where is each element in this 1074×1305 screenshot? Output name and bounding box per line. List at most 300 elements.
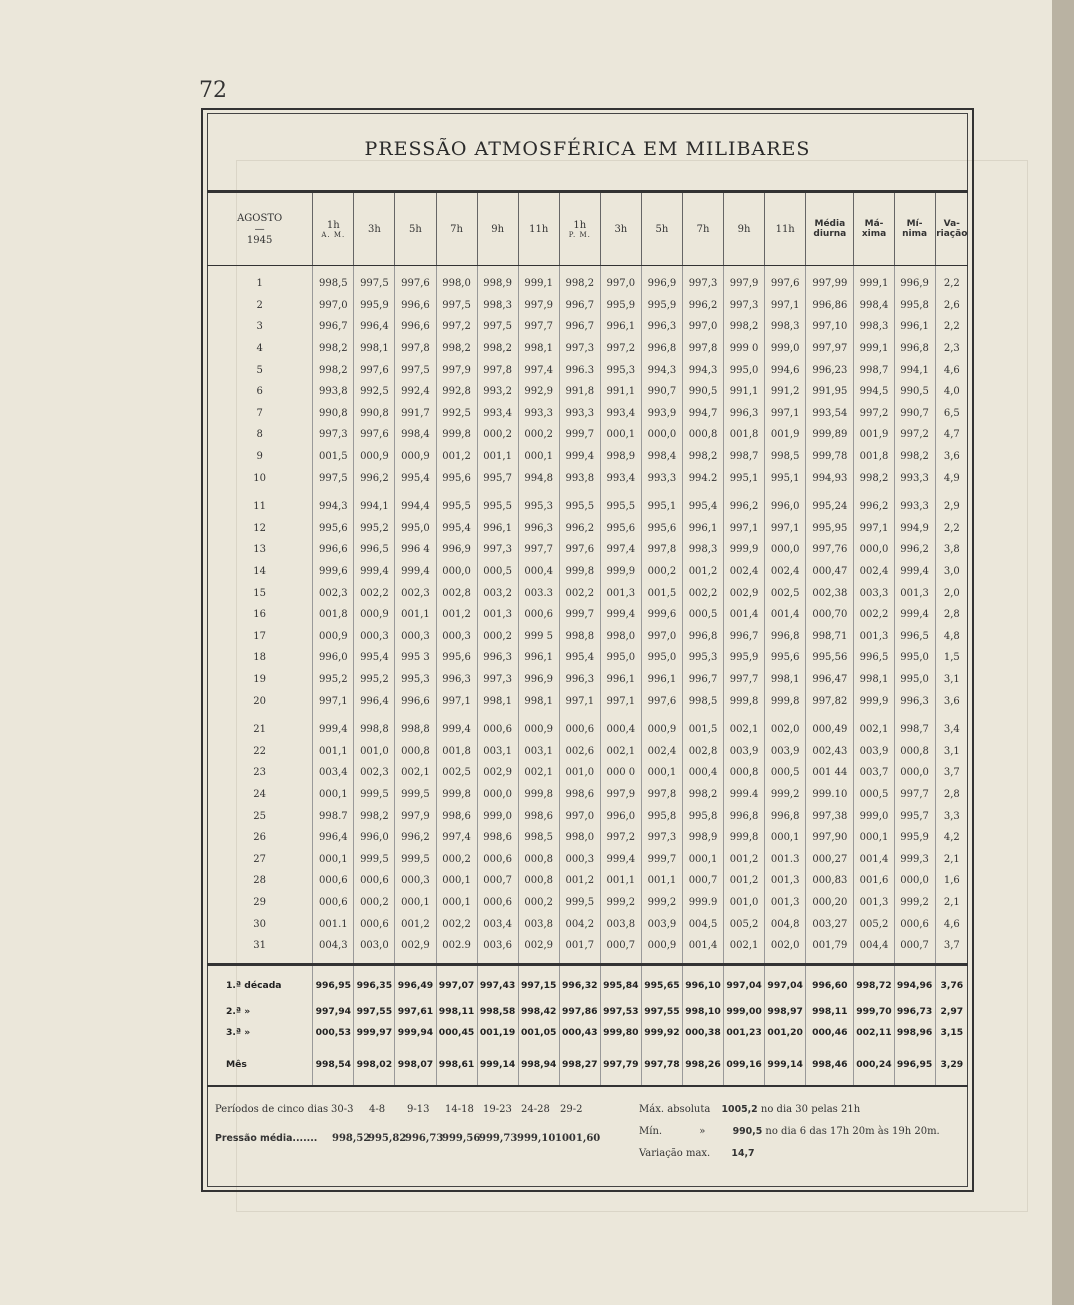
value-cell: 990,8 <box>354 403 395 425</box>
spacer-cell <box>313 266 354 274</box>
hour-header <box>354 193 395 266</box>
value-cell: 002,5 <box>765 582 806 604</box>
hour-label: 5h <box>409 223 422 235</box>
day-cell: 20 <box>253 695 266 707</box>
value-cell: 003,9 <box>724 740 765 762</box>
value-cell: 996,3 <box>559 669 600 691</box>
value-cell: 992,4 <box>395 381 436 403</box>
value-cell: 999,2 <box>641 892 682 914</box>
value-cell: 997,9 <box>724 273 765 295</box>
day-cell: 27 <box>253 853 266 865</box>
value-cell: 003.3 <box>518 582 559 604</box>
value-cell: 2,0 <box>935 582 968 604</box>
table-title: PRESSÃO ATMOSFÉRICA EM MILIBARES <box>364 138 811 160</box>
summary-row <box>207 1001 968 1022</box>
value-cell: 996,0 <box>765 496 806 518</box>
value-cell: 005,2 <box>854 913 894 935</box>
value-cell: 998,1 <box>518 338 559 360</box>
table-row <box>207 446 968 468</box>
hour-label: 11h <box>775 223 795 235</box>
value-cell: 999,8 <box>436 784 477 806</box>
value-cell: 001,1 <box>600 870 641 892</box>
value-cell: 990,8 <box>313 403 354 425</box>
hour-header <box>641 193 682 266</box>
value-cell: 3,6 <box>935 446 968 468</box>
stat-label-line2: xima <box>861 229 887 239</box>
spacer-cell <box>854 489 894 496</box>
value-cell: 995,1 <box>724 467 765 489</box>
value-cell: 997,2 <box>436 316 477 338</box>
value-cell: 996,6 <box>313 539 354 561</box>
value-cell: 2,1 <box>935 848 968 870</box>
value-cell: 996,3 <box>894 690 935 712</box>
value-cell: 997,6 <box>641 690 682 712</box>
value-cell: 997,6 <box>765 273 806 295</box>
min-label: Mín. <box>639 1126 663 1137</box>
value-cell: 4,2 <box>935 827 968 849</box>
stat-label-line1: Má- <box>864 219 884 229</box>
stat-label-line2: nima <box>902 229 928 239</box>
value-cell: 2,8 <box>935 604 968 626</box>
value-cell: 998,7 <box>724 446 765 468</box>
value-cell: 999,0 <box>765 338 806 360</box>
summary-cell: 998,11 <box>436 1001 477 1022</box>
stat-header <box>935 193 968 266</box>
value-cell: 002,9 <box>724 582 765 604</box>
value-cell: 998,8 <box>559 626 600 648</box>
value-cell: 998,1 <box>765 669 806 691</box>
value-cell: 001,0 <box>354 740 395 762</box>
summary-cell: 999,14 <box>765 1043 806 1086</box>
spacer-cell <box>682 266 723 274</box>
value-cell: 000,1 <box>682 848 723 870</box>
value-cell: 997,1 <box>765 403 806 425</box>
value-cell: 996,3 <box>518 518 559 540</box>
spacer-cell <box>806 712 854 719</box>
value-cell: 995,0 <box>894 669 935 691</box>
summary-cell: 997,07 <box>436 965 477 1002</box>
summary-cell: 997,04 <box>724 965 765 1002</box>
period-label: 14-18 <box>445 1104 474 1115</box>
value-cell: 000,4 <box>682 762 723 784</box>
value-cell: 997,3 <box>724 295 765 317</box>
value-cell: 997,8 <box>682 338 723 360</box>
value-cell: 3,0 <box>935 561 968 583</box>
value-cell: 997,1 <box>436 690 477 712</box>
value-cell: 999,4 <box>894 561 935 583</box>
value-cell: 993,8 <box>313 381 354 403</box>
value-cell: 001,0 <box>559 762 600 784</box>
spacer-cell <box>600 712 641 719</box>
value-cell: 992,8 <box>436 381 477 403</box>
value-cell: 993,8 <box>559 467 600 489</box>
value-cell: 001,79 <box>806 935 854 957</box>
value-cell: 993,2 <box>477 381 518 403</box>
value-cell: 995,0 <box>724 359 765 381</box>
value-cell: 995,9 <box>354 295 395 317</box>
value-cell: 995,9 <box>600 295 641 317</box>
value-cell: 998,2 <box>354 805 395 827</box>
value-cell: 995,2 <box>354 669 395 691</box>
value-cell: 997,38 <box>806 805 854 827</box>
value-cell: 996,0 <box>313 647 354 669</box>
value-cell: 000,2 <box>354 892 395 914</box>
value-cell: 000,3 <box>559 848 600 870</box>
value-cell: 994,3 <box>641 359 682 381</box>
value-cell: 000,9 <box>313 626 354 648</box>
value-cell: 000,1 <box>641 762 682 784</box>
value-cell: 992,5 <box>354 381 395 403</box>
period-label: 9-13 <box>407 1104 430 1115</box>
value-cell: 996,3 <box>436 669 477 691</box>
value-cell: 994,3 <box>682 359 723 381</box>
value-cell: 2,2 <box>935 316 968 338</box>
value-cell: 996,2 <box>395 827 436 849</box>
spacer-cell <box>559 712 600 719</box>
value-cell: 996,2 <box>682 295 723 317</box>
hour-header <box>436 193 477 266</box>
value-cell: 999,5 <box>354 784 395 806</box>
value-cell: 001,8 <box>313 604 354 626</box>
value-cell: 001,3 <box>477 604 518 626</box>
value-cell: 995,8 <box>641 805 682 827</box>
value-cell: 995,4 <box>559 647 600 669</box>
spacer-cell <box>682 712 723 719</box>
value-cell: 998,6 <box>477 827 518 849</box>
value-cell: 995,9 <box>894 827 935 849</box>
value-cell: 999,8 <box>724 690 765 712</box>
value-cell: 997,2 <box>600 827 641 849</box>
table-row <box>207 870 968 892</box>
spacer-cell <box>354 489 395 496</box>
value-cell: 000,6 <box>354 870 395 892</box>
value-cell: 002,1 <box>854 719 894 741</box>
value-cell: 996,9 <box>641 273 682 295</box>
spacer-cell <box>436 489 477 496</box>
value-cell: 999,8 <box>518 784 559 806</box>
value-cell: 997,8 <box>395 338 436 360</box>
hour-header <box>518 193 559 266</box>
summary-cell: 997,78 <box>641 1043 682 1086</box>
value-cell: 2,6 <box>935 295 968 317</box>
hour-header <box>313 193 354 266</box>
value-cell: 997,8 <box>641 784 682 806</box>
spacer-row <box>207 266 968 274</box>
value-cell: 999,8 <box>436 424 477 446</box>
value-cell: 003,6 <box>477 935 518 957</box>
summary-cell: 001,05 <box>518 1022 559 1043</box>
summary-cell: 996,10 <box>682 965 723 1002</box>
spacer-cell <box>935 266 968 274</box>
value-cell: 999,5 <box>354 848 395 870</box>
table-row <box>207 582 968 604</box>
value-cell: 997,1 <box>765 518 806 540</box>
spacer-cell <box>395 712 436 719</box>
value-cell: 997,5 <box>354 273 395 295</box>
value-cell: 000,0 <box>477 784 518 806</box>
variation-label: Variação max. <box>639 1148 711 1159</box>
day-cell: 1 <box>256 278 263 290</box>
value-cell: 000,49 <box>806 719 854 741</box>
value-cell: 998,7 <box>854 359 894 381</box>
period-label: 4-8 <box>369 1104 386 1115</box>
stat-label-line1: Va- <box>943 219 960 229</box>
value-cell: 993,3 <box>641 467 682 489</box>
value-cell: 997,3 <box>682 273 723 295</box>
spacer-cell <box>894 956 935 965</box>
max-label: Máx. absoluta <box>639 1104 711 1115</box>
value-cell: 002,0 <box>765 719 806 741</box>
value-cell: 999,6 <box>641 604 682 626</box>
value-cell: 998,3 <box>682 539 723 561</box>
value-cell: 004,5 <box>682 913 723 935</box>
value-cell: 001.1 <box>313 913 354 935</box>
stat-header <box>894 193 935 266</box>
summary-cell: 3,29 <box>935 1043 968 1086</box>
value-cell: 995,4 <box>354 647 395 669</box>
period-label: 29-2 <box>560 1104 583 1115</box>
value-cell: 995,56 <box>806 647 854 669</box>
spacer-cell <box>765 266 806 274</box>
min-ditto: » <box>699 1126 706 1137</box>
table-row <box>207 518 968 540</box>
mean-label <box>215 1133 317 1144</box>
value-cell: 995,1 <box>765 467 806 489</box>
table-row <box>207 690 968 712</box>
value-cell: 998,2 <box>682 446 723 468</box>
spacer-cell <box>641 956 682 965</box>
value-cell: 002,1 <box>724 719 765 741</box>
value-cell: 003,8 <box>600 913 641 935</box>
value-cell: 000,6 <box>518 604 559 626</box>
value-cell: 000,6 <box>354 913 395 935</box>
value-cell: 991,2 <box>765 381 806 403</box>
value-cell: 995,9 <box>641 295 682 317</box>
day-cell: 17 <box>253 630 266 642</box>
spacer-cell <box>641 489 682 496</box>
value-cell: 996,5 <box>894 626 935 648</box>
value-cell: 997,3 <box>477 669 518 691</box>
value-cell: 995,6 <box>765 647 806 669</box>
value-cell: 990,7 <box>894 403 935 425</box>
spacer-cell <box>894 266 935 274</box>
value-cell: 998,1 <box>477 690 518 712</box>
value-cell: 001,4 <box>854 848 894 870</box>
value-cell: 999,78 <box>806 446 854 468</box>
value-cell: 002,4 <box>765 561 806 583</box>
value-cell: 997,9 <box>436 359 477 381</box>
spacer-row <box>207 489 968 496</box>
value-cell: 999,5 <box>395 848 436 870</box>
value-cell: 000,9 <box>354 446 395 468</box>
value-cell: 996,8 <box>765 626 806 648</box>
table-row <box>207 892 968 914</box>
value-cell: 996.3 <box>559 359 600 381</box>
spacer-cell <box>765 956 806 965</box>
value-cell: 993,3 <box>559 403 600 425</box>
value-cell: 996,2 <box>724 496 765 518</box>
value-cell: 000,83 <box>806 870 854 892</box>
summary-cell: 3,76 <box>935 965 968 1002</box>
value-cell: 996,86 <box>806 295 854 317</box>
value-cell: 993,3 <box>518 403 559 425</box>
value-cell: 996,1 <box>600 669 641 691</box>
value-cell: 997,0 <box>641 626 682 648</box>
table-row <box>207 381 968 403</box>
value-cell: 000,47 <box>806 561 854 583</box>
value-cell: 998,5 <box>682 690 723 712</box>
summary-cell: 997,55 <box>354 1001 395 1022</box>
max-line <box>639 1104 860 1115</box>
summary-cell: 998,94 <box>518 1043 559 1086</box>
value-cell: 997,1 <box>313 690 354 712</box>
value-cell: 993,3 <box>894 467 935 489</box>
summary-cell: 999,92 <box>641 1022 682 1043</box>
value-cell: 998,3 <box>854 316 894 338</box>
summary-cell: 999,94 <box>395 1022 436 1043</box>
value-cell: 001,5 <box>682 719 723 741</box>
value-cell: 996,4 <box>354 690 395 712</box>
spacer-cell <box>395 956 436 965</box>
value-cell: 001,1 <box>641 870 682 892</box>
value-cell: 996,2 <box>559 518 600 540</box>
spacer-cell <box>682 956 723 965</box>
value-cell: 997,8 <box>641 539 682 561</box>
summary-cell: 099,16 <box>724 1043 765 1086</box>
table-row <box>207 913 968 935</box>
value-cell: 000,2 <box>477 424 518 446</box>
value-cell: 4,7 <box>935 424 968 446</box>
value-cell: 000,1 <box>765 827 806 849</box>
value-cell: 997,6 <box>395 273 436 295</box>
variation-line <box>639 1148 755 1159</box>
value-cell: 4,0 <box>935 381 968 403</box>
value-cell: 001.3 <box>765 848 806 870</box>
summary-label: 2.ª » <box>226 1006 251 1018</box>
day-cell: 25 <box>253 810 266 822</box>
spacer-cell <box>395 489 436 496</box>
value-cell: 001,1 <box>395 604 436 626</box>
value-cell: 995,2 <box>313 669 354 691</box>
summary-cell: 996,35 <box>354 965 395 1002</box>
value-cell: 991,95 <box>806 381 854 403</box>
value-cell: 000,5 <box>477 561 518 583</box>
summary-cell: 2,97 <box>935 1001 968 1022</box>
value-cell: 000,8 <box>395 740 436 762</box>
spacer-cell <box>894 489 935 496</box>
value-cell: 000,0 <box>436 561 477 583</box>
day-cell: 30 <box>253 918 266 930</box>
table-row <box>207 626 968 648</box>
value-cell: 998,71 <box>806 626 854 648</box>
value-cell: 002,1 <box>395 762 436 784</box>
value-cell: 998,2 <box>313 359 354 381</box>
value-cell: 996,0 <box>600 805 641 827</box>
value-cell: 002,9 <box>477 762 518 784</box>
spacer-cell <box>724 956 765 965</box>
summary-cell: 998,42 <box>518 1001 559 1022</box>
value-cell: 000,9 <box>641 719 682 741</box>
period-mean: 999,10 <box>517 1133 556 1144</box>
value-cell: 000,8 <box>518 848 559 870</box>
value-cell: 996,7 <box>682 669 723 691</box>
hour-label: 9h <box>737 223 751 235</box>
spacer-cell <box>354 712 395 719</box>
day-cell: 22 <box>253 745 266 757</box>
value-cell: 997,2 <box>600 338 641 360</box>
value-cell: 999,2 <box>600 892 641 914</box>
value-cell: 997,7 <box>894 784 935 806</box>
value-cell: 000,5 <box>765 762 806 784</box>
value-cell: 994,9 <box>894 518 935 540</box>
day-cell: 26 <box>253 832 266 844</box>
summary-row <box>207 965 968 1002</box>
value-cell: 993,4 <box>600 467 641 489</box>
value-cell: 995,95 <box>806 518 854 540</box>
value-cell: 002,2 <box>682 582 723 604</box>
value-cell: 999,4 <box>436 719 477 741</box>
value-cell: 001,3 <box>600 582 641 604</box>
value-cell: 000,2 <box>641 561 682 583</box>
summary-label: Mês <box>207 1043 313 1086</box>
value-cell: 000,4 <box>518 561 559 583</box>
value-cell: 997,0 <box>559 805 600 827</box>
value-cell: 002,1 <box>600 740 641 762</box>
value-cell: 997,2 <box>854 403 894 425</box>
value-cell: 996,7 <box>313 316 354 338</box>
value-cell: 995 3 <box>395 647 436 669</box>
value-cell: 3,1 <box>935 740 968 762</box>
value-cell: 002,9 <box>518 935 559 957</box>
period-mean: 999,73 <box>479 1133 518 1144</box>
hour-label: 5h <box>655 223 669 235</box>
value-cell: 998,2 <box>854 467 894 489</box>
value-cell: 998,4 <box>395 424 436 446</box>
value-cell: 997,7 <box>724 669 765 691</box>
value-cell: 000,1 <box>436 870 477 892</box>
value-cell: 000,9 <box>641 935 682 957</box>
value-cell: 3,7 <box>935 935 968 957</box>
summary-cell: 999,80 <box>600 1022 641 1043</box>
summary-cell: 997,43 <box>477 965 518 1002</box>
value-cell: 001,3 <box>854 626 894 648</box>
hour-header <box>395 193 436 266</box>
table-row <box>207 273 968 295</box>
value-cell: 993,4 <box>477 403 518 425</box>
hour-header <box>559 193 600 266</box>
value-cell: 1,6 <box>935 870 968 892</box>
period-mean: 995,82 <box>368 1133 407 1144</box>
summary-cell: 000,45 <box>436 1022 477 1043</box>
value-cell: 999.4 <box>724 784 765 806</box>
value-cell: 000,6 <box>313 892 354 914</box>
value-cell: 999,8 <box>559 561 600 583</box>
value-cell: 999,2 <box>894 892 935 914</box>
value-cell: 995,2 <box>354 518 395 540</box>
day-cell: 29 <box>253 896 266 908</box>
spacer-cell <box>854 956 894 965</box>
value-cell: 995,4 <box>436 518 477 540</box>
summary-cell: 000,24 <box>854 1043 894 1086</box>
value-cell: 994.2 <box>682 467 723 489</box>
value-cell: 001,6 <box>854 870 894 892</box>
spacer-cell <box>477 489 518 496</box>
value-cell: 000,5 <box>682 604 723 626</box>
pressure-table <box>207 193 968 1087</box>
value-cell: 997,90 <box>806 827 854 849</box>
value-cell: 995,24 <box>806 496 854 518</box>
value-cell: 996,4 <box>354 316 395 338</box>
